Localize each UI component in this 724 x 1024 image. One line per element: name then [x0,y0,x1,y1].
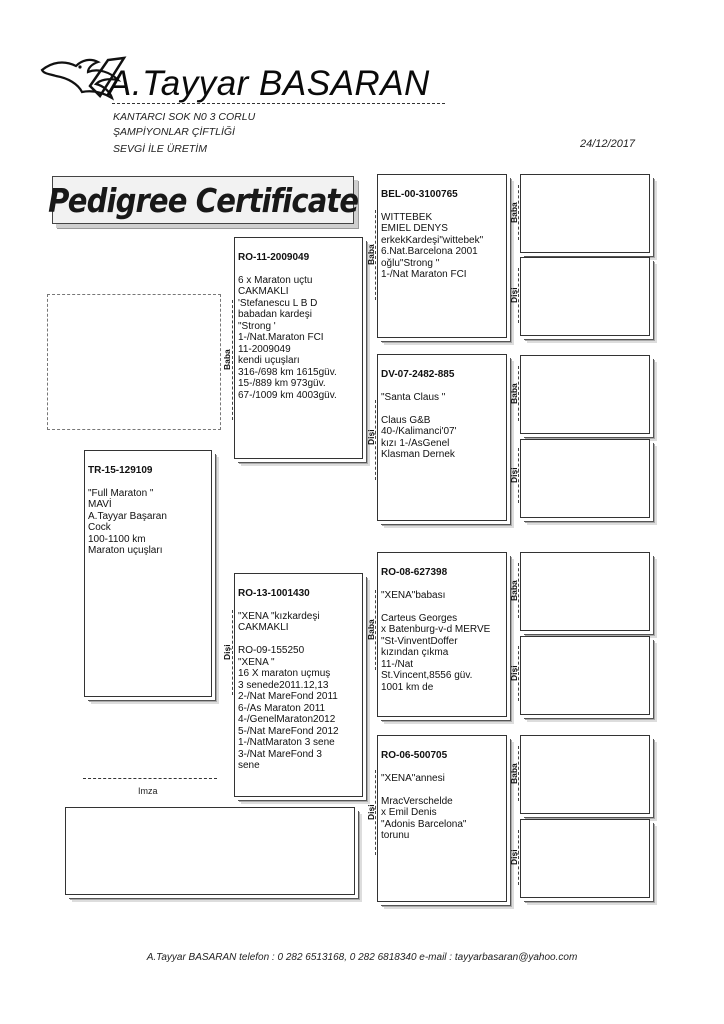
ss-label: Baba [366,244,376,266]
great-grandparent-box-2 [520,257,650,336]
dam-dam-details: "XENA"annesi MracVerschelde x Emil Denis "Adonis Barcelona" torunu [381,772,467,841]
banner-title: Pedigree Certificate [47,180,359,220]
dam-sire-box [377,552,507,717]
dam-dam-ring-code: RO-06-500705 [381,749,448,761]
sire-label: Baba [222,349,232,371]
signature-label: Imza [138,786,158,796]
dam-details: "XENA "kızkardeşi CAKMAKLI RO-09-155250 "XENA " 16 X maraton uçmuş 3 senede2011.12,13 2-/Nat MareFond 2011 6-/As Maraton 2011 4-/GenelMaraton2012 5-/Nat MareFond 2012 1-/NatMaraton 3 sene 3-/Nat MareFond 3 sene [238,610,339,771]
sire-sire-box [377,174,507,338]
title-underline [112,103,445,104]
gg2-label: Dişi [509,287,519,304]
sire-box [234,237,363,459]
subject-ring-code: TR-15-129109 [88,464,153,476]
great-grandparent-box-5 [520,552,650,631]
sire-sire-ring-code: BEL-00-3100765 [381,188,458,200]
dam-box [234,573,363,797]
great-grandparent-box-6 [520,636,650,715]
address-line-1: KANTARCI SOK N0 3 CORLU [113,111,256,123]
gg5-label: Baba [509,580,519,601]
address-line-2: ŞAMPİYONLAR ÇİFTLİĞİ [113,126,235,138]
dam-sire-ring-code: RO-08-627398 [381,566,448,578]
subject-details: "Full Maraton " MAVİ A.Tayyar Başaran Cock 100-1100 km Maraton uçuşları [88,487,167,556]
photo-placeholder [47,294,221,430]
sire-dam-box [377,354,507,521]
dd-label: Dişi [366,804,376,821]
great-grandparent-box-7 [520,735,650,814]
signature-line [83,778,217,779]
footer-contact: A.Tayyar BASARAN telefon : 0 282 6513168, 0 282 6818340 e-mail : tayyarbasaran@yahoo.com [146,952,578,963]
gg6-label: Dişi [509,665,519,682]
great-grandparent-box-3 [520,355,650,434]
great-grandparent-box-1 [520,174,650,253]
certificate-banner [47,176,359,224]
ds-label: Baba [366,619,376,641]
sire-dam-ring-code: DV-07-2482-885 [381,368,455,380]
gg3-label: Baba [509,383,519,404]
dam-connector [232,610,233,695]
dam-label: Dişi [222,644,232,661]
gg8-label: Dişi [509,849,519,866]
great-grandparent-box-8 [520,819,650,898]
sire-connector [232,300,233,420]
sire-sire-details: WITTEBEK EMIEL DENYS erkekKardeşi"wittebek" 6.Nat.Barcelona 2001 oğlu"Strong " 1-/Nat Maraton FCI [381,211,484,280]
address-line-3: SEVGİ İLE ÜRETİM [113,143,207,155]
dam-sire-details: "XENA"babası Carteus Georges x Batenburg-v-d MERVE "St-VinventDoffer kızından çıkma 11-/Nat St.Vincent,8556 güv. 1001 km de [381,589,491,693]
subject-bird-box [84,450,212,697]
sire-details: 6 x Maraton uçtu CAKMAKLI 'Stefanescu L B D babadan kardeşi "Strong ' 1-/Nat.Maraton FCI 11-2009049 kendi uçuşları 316-/698 km 1615güv. 15-/889 km 973güv. 67-/1009 km 4003güv. [238,274,337,401]
breeder-name: A.Tayyar BASARAN [108,64,430,103]
notes-box [65,807,355,895]
gg4-label: Dişi [509,467,519,484]
gg7-label: Baba [509,763,519,784]
great-grandparent-box-4 [520,439,650,518]
dam-ring-code: RO-13-1001430 [238,587,310,599]
sire-dam-details: "Santa Claus " Claus G&B 40-/Kalimanci'07' kızı 1-/AsGenel Klasman Dernek [381,391,457,460]
sire-ring-code: RO-11-2009049 [238,251,310,263]
dam-dam-box [377,735,507,902]
sd-label: Dişi [366,429,376,446]
certificate-date: 24/12/2017 [580,138,636,150]
gg1-label: Baba [509,202,519,223]
